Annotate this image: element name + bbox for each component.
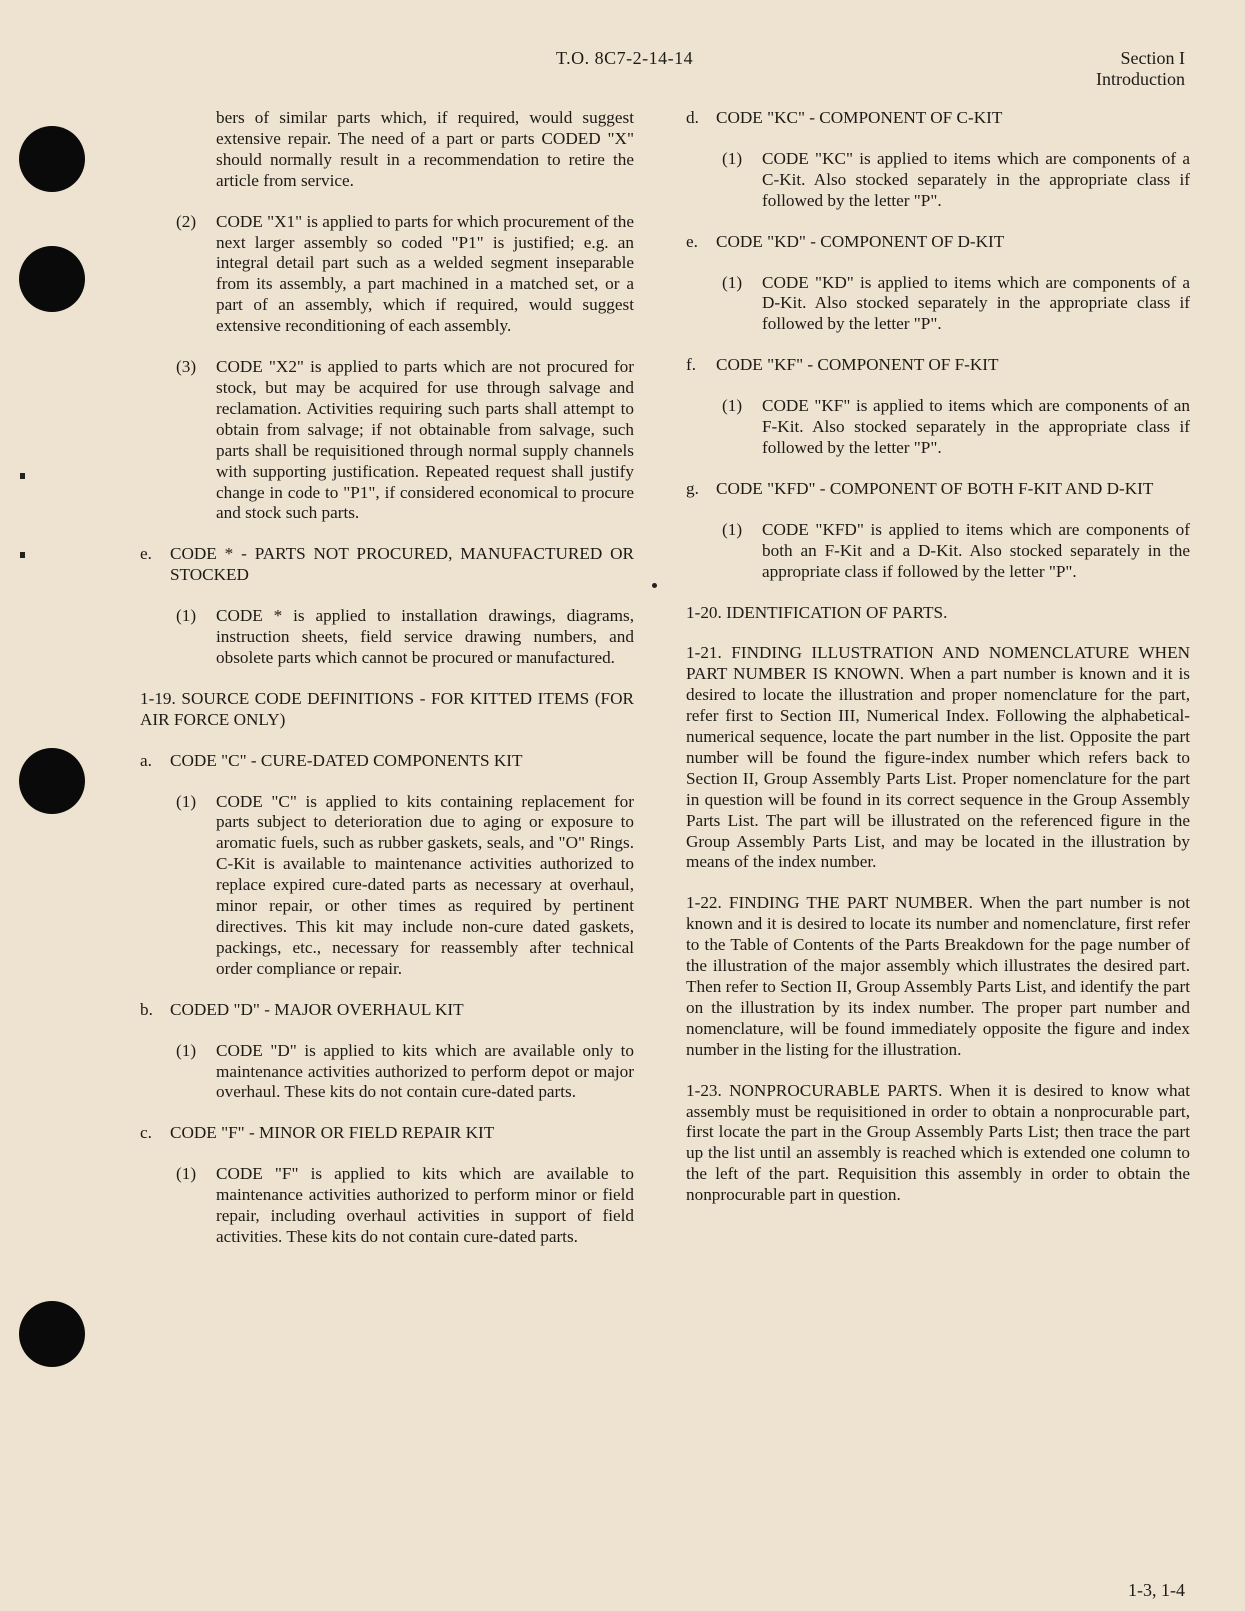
item-label: (1) bbox=[176, 1040, 197, 1060]
item-code-x2 bbox=[140, 357, 634, 524]
item-text: CODE "C" is applied to kits containing replacement for parts subject to deterioration due to aging or exposure to aromatic fuels, such as rubber gaskets, seals, and "O" Rings. C-Kit is available to maintenance activities authorized to replace expired cure-dated parts as necessary at overhaul, minor repair, or other times as required by pertinent directives. This kit may include non-cure dated gaskets, packings, etc., necessary for reassembly after technical order compliance or repair. bbox=[216, 791, 634, 978]
technical-order-number: T.O. 8C7-2-14-14 bbox=[556, 48, 694, 68]
heading-label: e. bbox=[686, 231, 698, 251]
section-header bbox=[1096, 48, 1185, 90]
binder-hole bbox=[19, 126, 85, 192]
item-label: (1) bbox=[176, 791, 197, 811]
item-text: CODE "KF" is applied to items which are components of an F-Kit. Also stocked separately in the appropriate class if followed by the letter "P". bbox=[762, 396, 1190, 457]
heading-label: b. bbox=[140, 999, 153, 1019]
heading-text: CODE "KD" - COMPONENT OF D-KIT bbox=[716, 231, 1005, 251]
binder-hole bbox=[19, 748, 85, 814]
item-text: CODE "KC" is applied to items which are components of a C-Kit. Also stocked separately in the appropriate class if followed by the letter "P". bbox=[762, 148, 1190, 210]
paragraph-1-22: 1-22. FINDING THE PART NUMBER. When the part number is not known and it is desired to locate its number and nomenclature, first refer to the Table of Contents of the Parts Breakdown for the page number of the illustration of the major assembly which illustrates the desired part. Then refer to Section II, Group Assembly Parts List, and identify the part on the illustration by its index number. The proper part number and nomenclature, will be found immediately opposite the figure and index number in the listing for the illustration. bbox=[686, 893, 1190, 1059]
heading-text: CODE "KC" - COMPONENT OF C-KIT bbox=[716, 108, 1003, 127]
heading-text: CODE "F" - MINOR OR FIELD REPAIR KIT bbox=[170, 1123, 495, 1143]
heading-text: CODED "D" - MAJOR OVERHAUL KIT bbox=[170, 999, 464, 1019]
item-code-x1 bbox=[140, 212, 634, 337]
heading-code-d bbox=[140, 1000, 634, 1021]
heading-label: a. bbox=[140, 750, 152, 770]
scan-mark bbox=[20, 473, 25, 479]
item-code-star bbox=[140, 606, 634, 669]
item-code-d bbox=[140, 1041, 634, 1104]
heading-label: g. bbox=[686, 478, 699, 498]
heading-code-kfd bbox=[686, 479, 1190, 500]
heading-text: CODE "KF" - COMPONENT OF F-KIT bbox=[716, 355, 999, 375]
paragraph-1-20: 1-20. IDENTIFICATION OF PARTS. bbox=[686, 602, 948, 622]
item-code-kf bbox=[686, 396, 1190, 459]
heading-code-kc bbox=[686, 108, 1190, 129]
heading-code-c bbox=[140, 751, 634, 772]
heading-text: CODE "C" - CURE-DATED COMPONENTS KIT bbox=[170, 750, 523, 770]
heading-code-star bbox=[140, 544, 634, 586]
binder-hole bbox=[19, 246, 85, 312]
item-label: (1) bbox=[722, 272, 743, 292]
item-label: (1) bbox=[176, 606, 197, 626]
item-text: CODE "X2" is applied to parts which are not procured for stock, but may be acquired for use through salvage and reclamation. Activities requiring such parts shall attempt to obtain from salvage; if not obtainable from salvage, such parts shall be requisitioned through normal supply channels with supporting justification. Repeated request shall justify change in code to "P1", if considered economical to procure and stock such parts. bbox=[216, 357, 634, 523]
heading-label: c. bbox=[140, 1123, 152, 1143]
item-label: (1) bbox=[176, 1164, 197, 1184]
item-text: CODE "KD" is applied to items which are components of a D-Kit. Also stocked separately in the appropriate class if followed by the letter "P". bbox=[762, 272, 1190, 334]
section-number: Section I bbox=[1120, 48, 1185, 68]
scan-mark bbox=[652, 583, 657, 588]
binder-hole bbox=[19, 1301, 85, 1367]
item-label: (1) bbox=[722, 396, 743, 416]
item-text: CODE "D" is applied to kits which are available only to maintenance activities authorized to perform depot or major overhaul. These kits do not contain cure-dated parts. bbox=[216, 1040, 634, 1102]
right-column bbox=[686, 108, 1190, 1226]
item-label: (3) bbox=[176, 357, 197, 377]
item-label: (1) bbox=[722, 148, 743, 168]
heading-label: e. bbox=[140, 544, 152, 564]
section-title: Introduction bbox=[1096, 69, 1185, 89]
item-label: (1) bbox=[722, 519, 743, 539]
item-text: CODE "X1" is applied to parts for which procurement of the next larger assembly so coded "P1" is justified; e.g. an integral detail part such as a welded segment inseparable from its assembly, a part machined in a matched set, or a part of an assembly, which if required, would suggest extensive reconditioning of each assembly. bbox=[216, 211, 634, 336]
heading-code-f bbox=[140, 1123, 634, 1144]
heading-code-kd bbox=[686, 232, 1190, 253]
item-text: CODE * is applied to installation drawings, diagrams, instruction sheets, field service drawing numbers, and obsolete parts which cannot be procured or manufactured. bbox=[216, 606, 634, 667]
heading-text: CODE * - PARTS NOT PROCURED, MANUFACTURED OR STOCKED bbox=[170, 544, 634, 585]
item-text: CODE "KFD" is applied to items which are components of both an F-Kit and a D-Kit. Also stocked separately in the appropriate class if followed by the letter "P". bbox=[762, 519, 1190, 581]
left-column bbox=[140, 108, 634, 1268]
item-code-kc bbox=[686, 149, 1190, 212]
heading-text: CODE "KFD" - COMPONENT OF BOTH F-KIT AND D-KIT bbox=[716, 478, 1154, 498]
item-code-f bbox=[140, 1164, 634, 1248]
heading-code-kf bbox=[686, 355, 1190, 376]
heading-label: d. bbox=[686, 108, 699, 127]
paragraph-code-x-continued: bers of similar parts which, if required, would suggest extensive repair. The need of a part or parts CODED "X" should normally result in a recommendation to retire the article from service. bbox=[216, 108, 634, 190]
page-number: 1-3, 1-4 bbox=[1128, 1580, 1185, 1600]
paragraph-1-21: 1-21. FINDING ILLUSTRATION AND NOMENCLATURE WHEN PART NUMBER IS KNOWN. When a part number is known and it is desired to locate the illustration and proper nomenclature for the part, refer first to Section III, Numerical Index. Following the alphabetical-numerical sequence, locate the part number in the list. Opposite the part number will be found the figure-index number which refers back to Section II, Group Assembly Parts List. Proper nomenclature for the part in question will be found in its correct sequence in the Group Assembly Parts List. The part will be illustrated on the referenced figure in the Group Assembly Parts List, and may be located in the illustration by means of the index number. bbox=[686, 643, 1190, 872]
paragraph-1-23: 1-23. NONPROCURABLE PARTS. When it is desired to know what assembly must be requisitioned in order to obtain a nonprocurable part, first locate the part in the Group Assembly Parts List; then trace the part up the list until an assembly is reached which is extended one column to the left of the part. Requisition this assembly in order to obtain the nonprocurable part in question. bbox=[686, 1080, 1190, 1205]
item-text: CODE "F" is applied to kits which are available to maintenance activities authorized to perform minor or field repair, including overhaul activities in support of field activities. These kits do not contain cure-dated parts. bbox=[216, 1164, 634, 1246]
scan-mark bbox=[20, 552, 25, 558]
item-code-kd bbox=[686, 273, 1190, 336]
item-code-kfd bbox=[686, 520, 1190, 583]
heading-label: f. bbox=[686, 355, 697, 375]
item-code-c bbox=[140, 792, 634, 980]
heading-1-19: 1-19. SOURCE CODE DEFINITIONS - FOR KITTED ITEMS (FOR AIR FORCE ONLY) bbox=[140, 688, 634, 729]
item-label: (2) bbox=[176, 211, 197, 231]
